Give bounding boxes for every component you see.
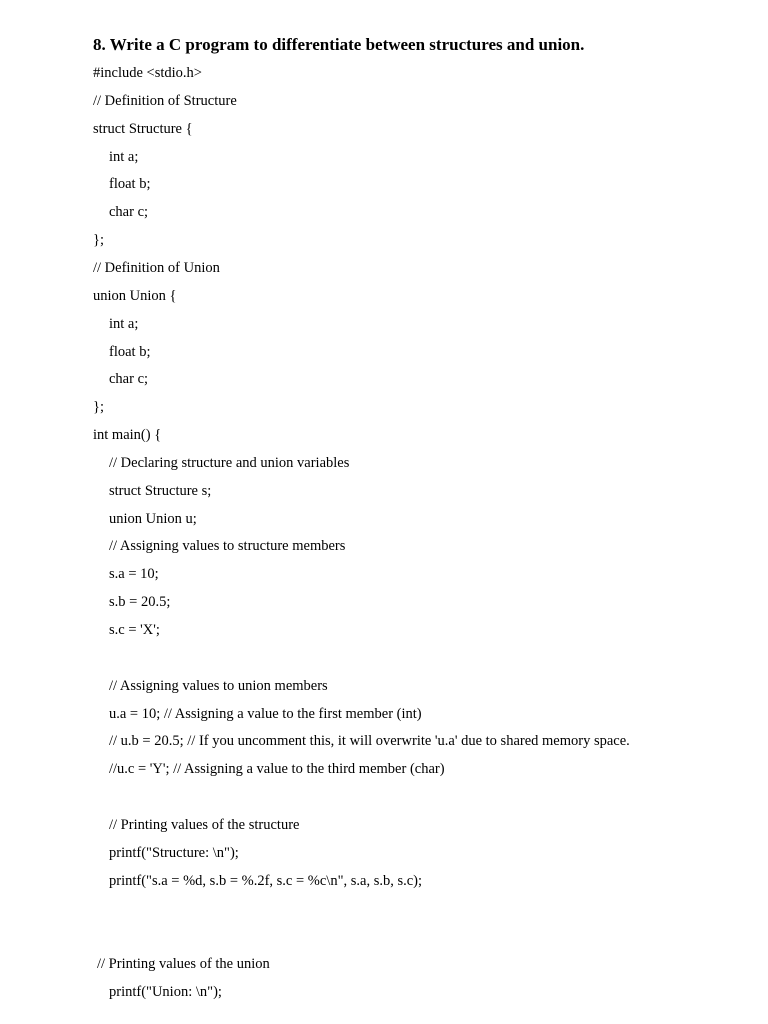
code-line: // Definition of Structure	[93, 92, 237, 109]
code-line: s.b = 20.5;	[109, 594, 171, 611]
code-line: struct Structure {	[93, 120, 193, 137]
code-line: };	[93, 232, 104, 249]
code-line: union Union {	[93, 287, 177, 304]
code-line: // Assigning values to union members	[109, 677, 328, 694]
code-line: // Assigning values to structure members	[109, 538, 346, 555]
code-line: // Declaring structure and union variables	[109, 454, 350, 471]
code-line: // u.b = 20.5; // If you uncomment this, it will overwrite 'u.a' due to shared memory space.	[109, 733, 630, 750]
page-title: 8. Write a C program to differentiate between structures and union.	[93, 35, 585, 54]
code-line: s.a = 10;	[109, 566, 159, 583]
code-line: //u.c = 'Y'; // Assigning a value to the third member (char)	[109, 761, 445, 778]
code-line: printf("s.a = %d, s.b = %.2f, s.c = %c\n", s.a, s.b, s.c);	[109, 872, 423, 889]
code-line: // Definition of Union	[93, 259, 220, 276]
code-line: struct Structure s;	[109, 482, 212, 499]
code-line: char c;	[109, 204, 149, 221]
code-line: int main() {	[93, 427, 162, 444]
code-line: char c;	[109, 371, 149, 388]
code-line: // Printing values of the structure	[109, 816, 300, 833]
code-line: u.a = 10; // Assigning a value to the first member (int)	[109, 705, 422, 722]
code-line: printf("Union: \n");	[109, 984, 222, 1001]
code-line: int a;	[109, 148, 139, 165]
code-line: float b;	[109, 176, 151, 193]
code-line: float b;	[109, 343, 151, 360]
code-line: union Union u;	[109, 510, 197, 527]
code-line: };	[93, 399, 104, 416]
code-line: #include <stdio.h>	[93, 65, 202, 81]
code-line: s.c = 'X';	[109, 622, 160, 638]
code-line: // Printing values of the union	[97, 956, 270, 973]
code-line: printf("Structure: \n");	[109, 844, 239, 861]
code-line: int a;	[109, 315, 139, 332]
